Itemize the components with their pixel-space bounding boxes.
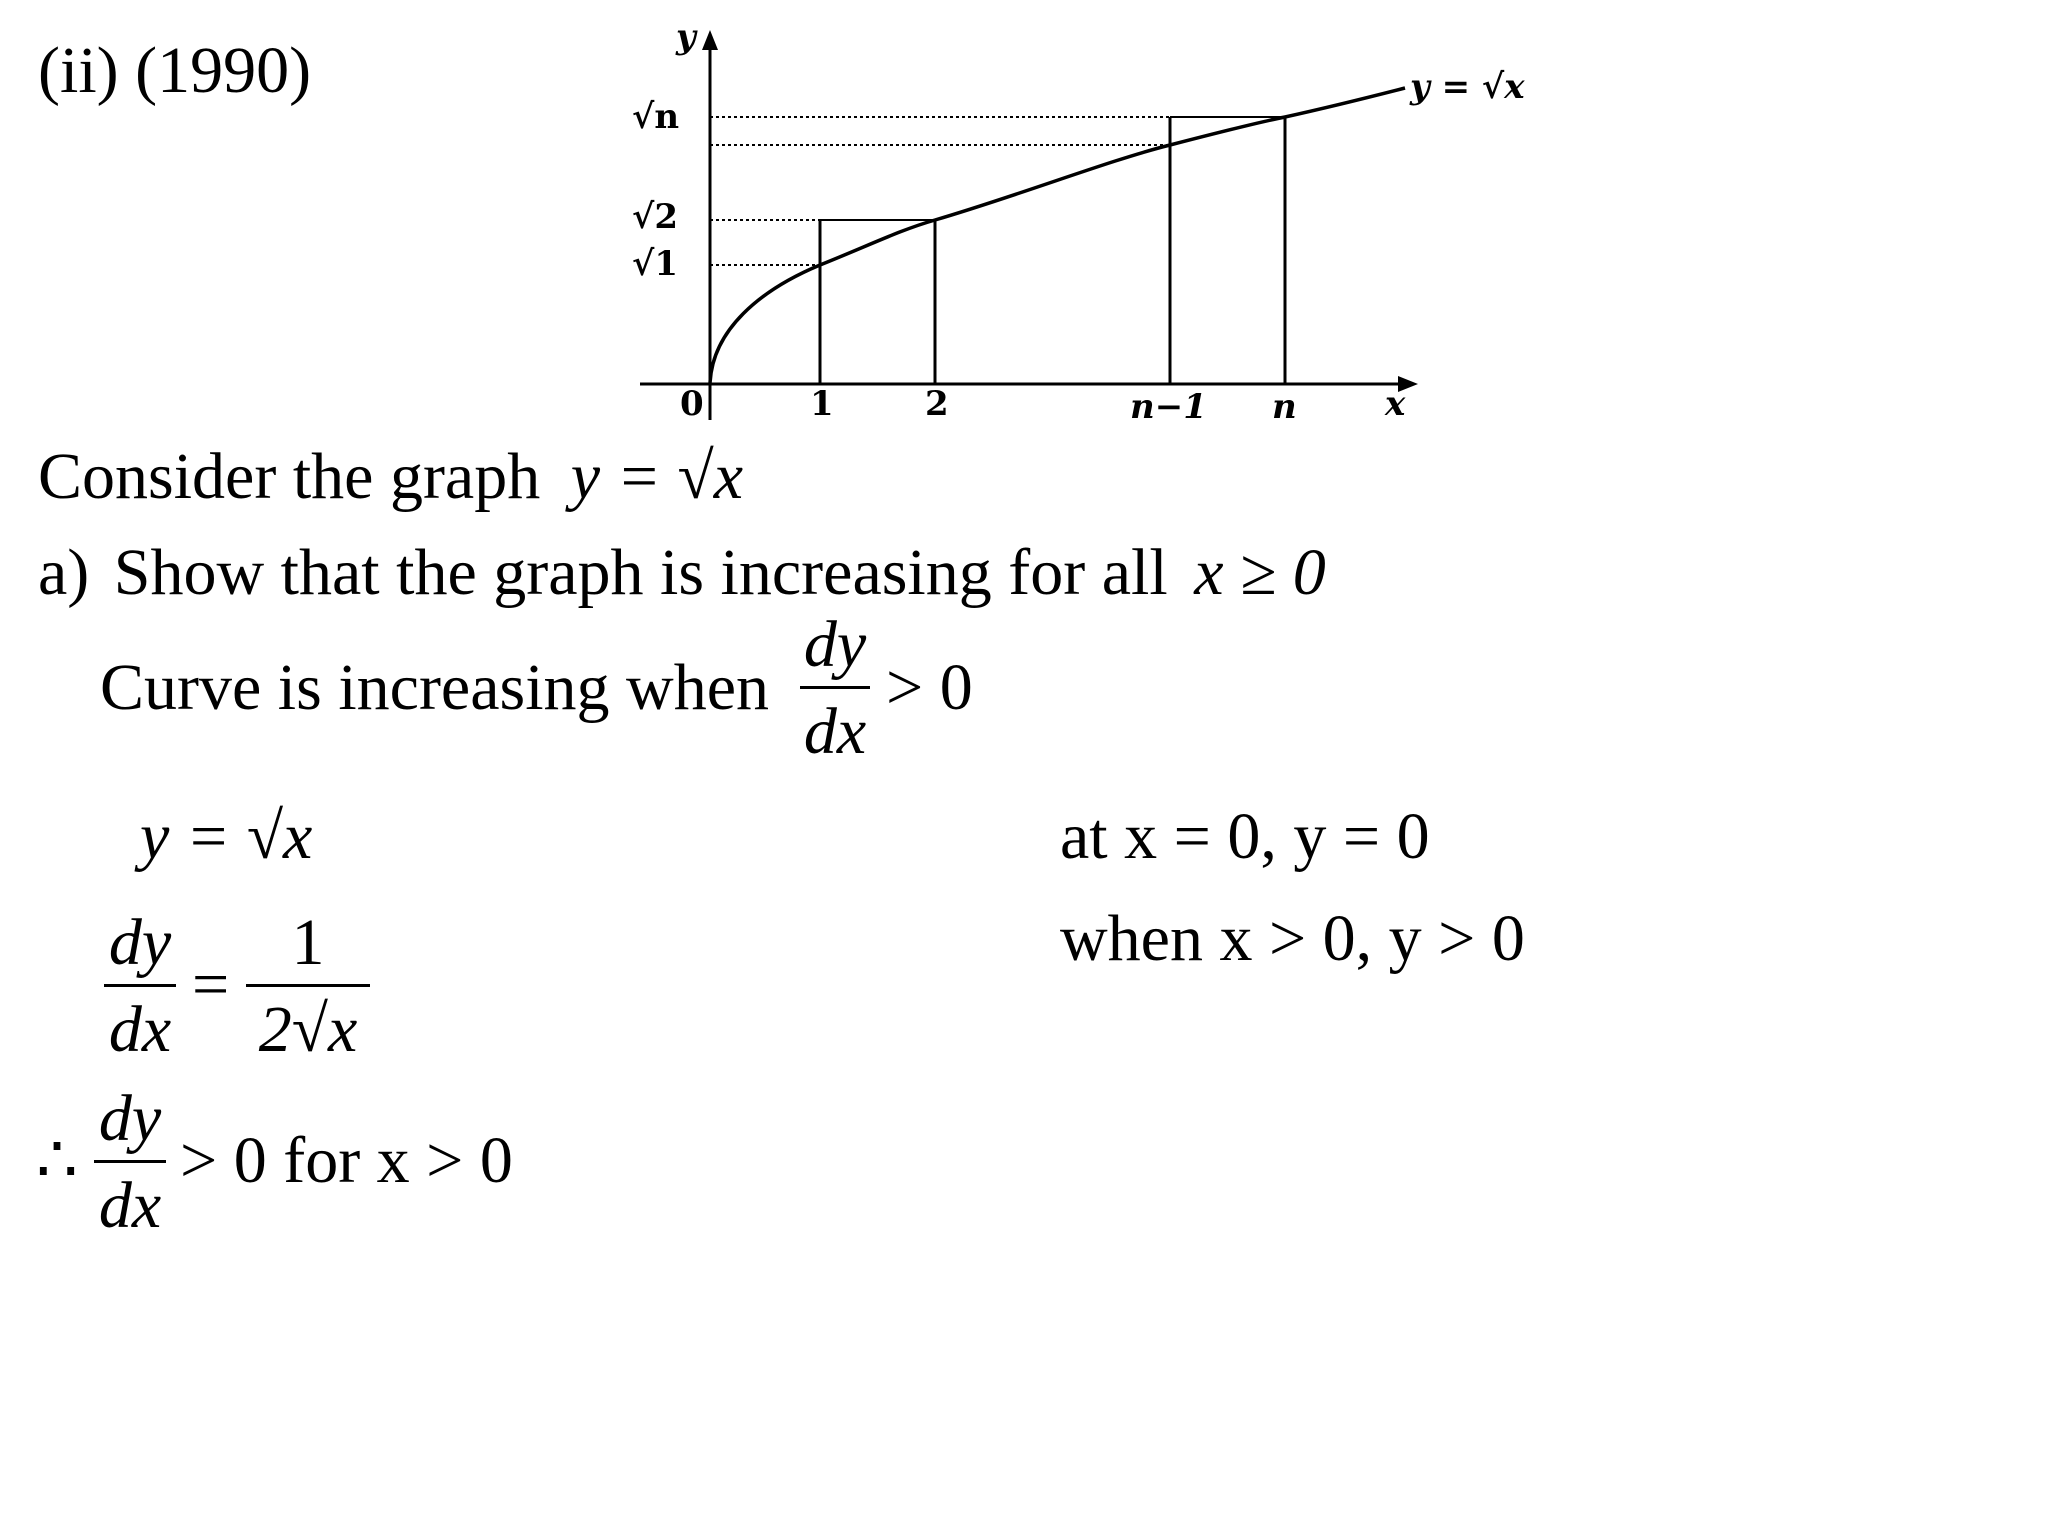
side-line1: at x = 0, y = 0 xyxy=(1060,800,1430,873)
side-line2: when x > 0, y > 0 xyxy=(1060,902,1525,975)
increasing-tail: > 0 xyxy=(886,651,973,724)
part-a-condition: x ≥ 0 xyxy=(1194,536,1326,609)
therefore-num: dy xyxy=(98,1082,162,1155)
consider-line xyxy=(38,440,744,513)
x-tick-n-minus-1: n−1 xyxy=(1130,387,1207,427)
therefore-symbol: ∴ xyxy=(36,1124,78,1197)
x-axis-label: x xyxy=(1385,384,1406,424)
y-tick-sqrt-2: √2 xyxy=(632,197,679,237)
increasing-fraction-den: dx xyxy=(803,695,867,768)
y-axis-label: y xyxy=(676,17,696,57)
work-deriv-fraction xyxy=(104,906,176,1066)
work-equals: = xyxy=(192,948,230,1021)
increasing-fraction xyxy=(800,608,870,768)
therefore-fraction xyxy=(94,1082,166,1242)
increasing-text: Curve is increasing when xyxy=(100,651,769,724)
part-a-label: a) xyxy=(38,536,90,609)
curve-label: y = √x xyxy=(1410,67,1525,107)
x-tick-n: n xyxy=(1272,387,1297,427)
part-a-text: Show that the graph is increasing for all xyxy=(113,536,1168,609)
work-rhs-num: 1 xyxy=(291,906,325,979)
work-deriv-den: dx xyxy=(108,993,172,1066)
sqrt-curve xyxy=(710,88,1405,384)
work-deriv-num: dy xyxy=(108,906,172,979)
y-axis-arrow xyxy=(702,30,718,50)
problem-header: (ii) (1990) xyxy=(38,34,312,107)
consider-equation: y = √x xyxy=(570,440,744,513)
consider-text: Consider the graph xyxy=(38,440,541,513)
x-tick-2: 2 xyxy=(925,384,949,424)
part-a-line xyxy=(38,536,1326,609)
therefore-tail: > 0 for x > 0 xyxy=(180,1124,513,1197)
x-tick-1: 1 xyxy=(810,384,834,424)
increasing-fraction-num: dy xyxy=(803,608,867,681)
work-line1: y = √x xyxy=(140,800,313,873)
y-tick-sqrt-n: √n xyxy=(632,97,680,137)
x-tick-0: 0 xyxy=(680,384,704,424)
work-rhs-fraction xyxy=(246,906,370,1066)
therefore-den: dx xyxy=(98,1169,162,1242)
work-rhs-den: 2√x xyxy=(258,993,358,1066)
y-tick-sqrt-1: √1 xyxy=(632,244,679,284)
